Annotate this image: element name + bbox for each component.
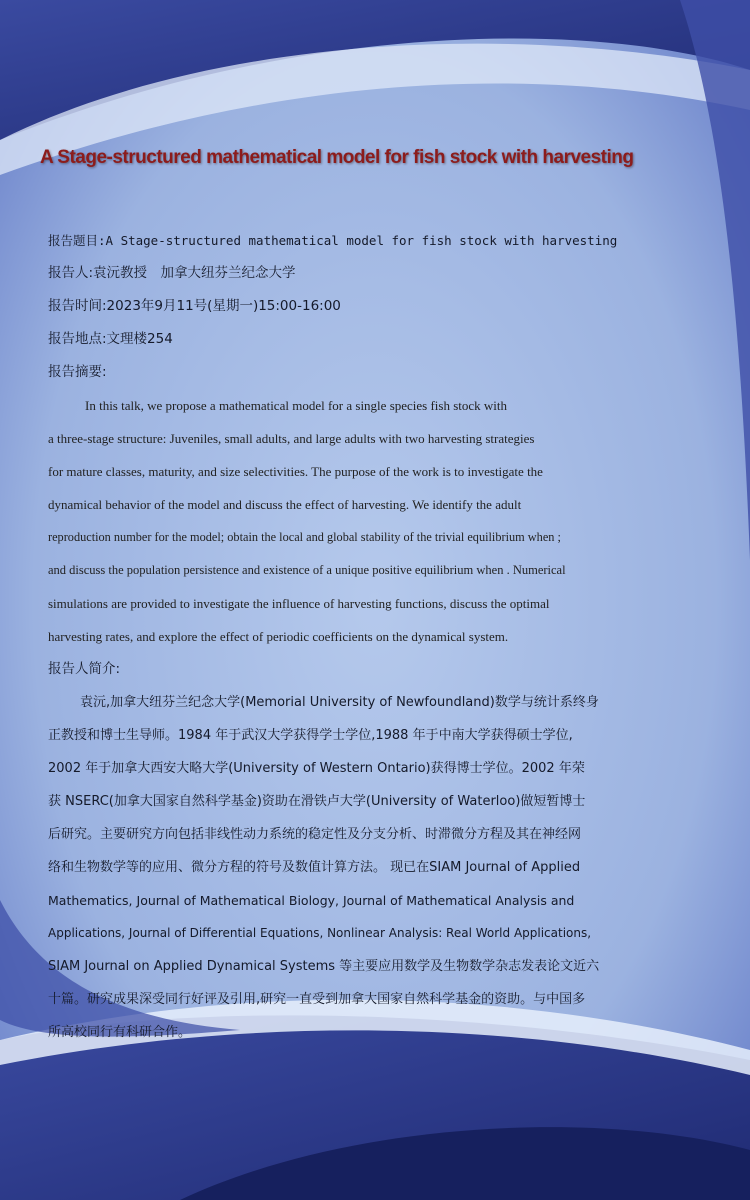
bio-line: 所高校同行有科研合作。: [48, 1025, 192, 1040]
bio-line: Mathematics, Journal of Mathematical Biology, Journal of Mathematical Analysis and: [48, 893, 575, 908]
bio-line: 十篇。研究成果深受同行好评及引用,研究一直受到加拿大国家自然科学基金的资助。与中国多: [48, 992, 586, 1007]
abstract-line: dynamical behavior of the model and discuss the effect of harvesting. We identify the adult: [48, 497, 522, 512]
abstract-line: a three-stage structure: Juveniles, small adults, and large adults with two harvesting strategies: [48, 431, 535, 446]
speaker: 报告人:袁沅教授 加拿大纽芬兰纪念大学: [48, 265, 296, 281]
talk-time: 报告时间:2023年9月11号(星期一)15:00-16:00: [48, 298, 341, 314]
bio-line: Applications, Journal of Differential Equations, Nonlinear Analysis: Real World Applications,: [48, 926, 592, 940]
bio-line: 袁沅,加拿大纽芬兰纪念大学(Memorial University of Newfoundland)数学与统计系终身: [80, 695, 599, 710]
bio-heading: 报告人简介:: [48, 661, 121, 677]
bio-line: 获 NSERC(加拿大国家自然科学基金)资助在滑铁卢大学(University of Waterloo)做短暂博士: [48, 794, 586, 809]
bio-line: SIAM Journal on Applied Dynamical Systems 等主要应用数学及生物数学杂志发表论文近六: [48, 959, 600, 974]
abstract-line: simulations are provided to investigate the influence of harvesting functions, discuss the optimal: [48, 596, 550, 611]
abstract-line: In this talk, we propose a mathematical model for a single species fish stock with: [85, 398, 508, 413]
abstract-line: for mature classes, maturity, and size selectivities. The purpose of the work is to investigate the: [48, 464, 543, 479]
abstract-line: reproduction number for the model; obtain the local and global stability of the trivial equilibrium when ;: [48, 530, 561, 544]
poster-title: A Stage-structured mathematical model for fish stock with harvesting: [40, 147, 634, 168]
abstract-line: harvesting rates, and explore the effect of periodic coefficients on the dynamical system.: [48, 629, 509, 644]
abstract-line: and discuss the population persistence and existence of a unique positive equilibrium when . Numerical: [48, 563, 566, 577]
talk-topic: 报告题目:A Stage-structured mathematical model for fish stock with harvesting: [48, 233, 618, 248]
talk-place: 报告地点:文理楼254: [48, 331, 173, 347]
bio-line: 络和生物数学等的应用、微分方程的符号及数值计算方法。 现已在SIAM Journal of Applied: [48, 860, 581, 875]
poster-body: [48, 224, 718, 1049]
bio-line: 2002 年于加拿大西安大略大学(University of Western Ontario)获得博士学位。2002 年荣: [48, 761, 585, 776]
bio-line: 正教授和博士生导师。1984 年于武汉大学获得学士学位,1988 年于中南大学获得硕士学位,: [48, 728, 573, 743]
bio-line: 后研究。主要研究方向包括非线性动力系统的稳定性及分支分析、时滞微分方程及其在神经网: [48, 827, 582, 842]
abstract-heading: 报告摘要:: [48, 364, 107, 380]
